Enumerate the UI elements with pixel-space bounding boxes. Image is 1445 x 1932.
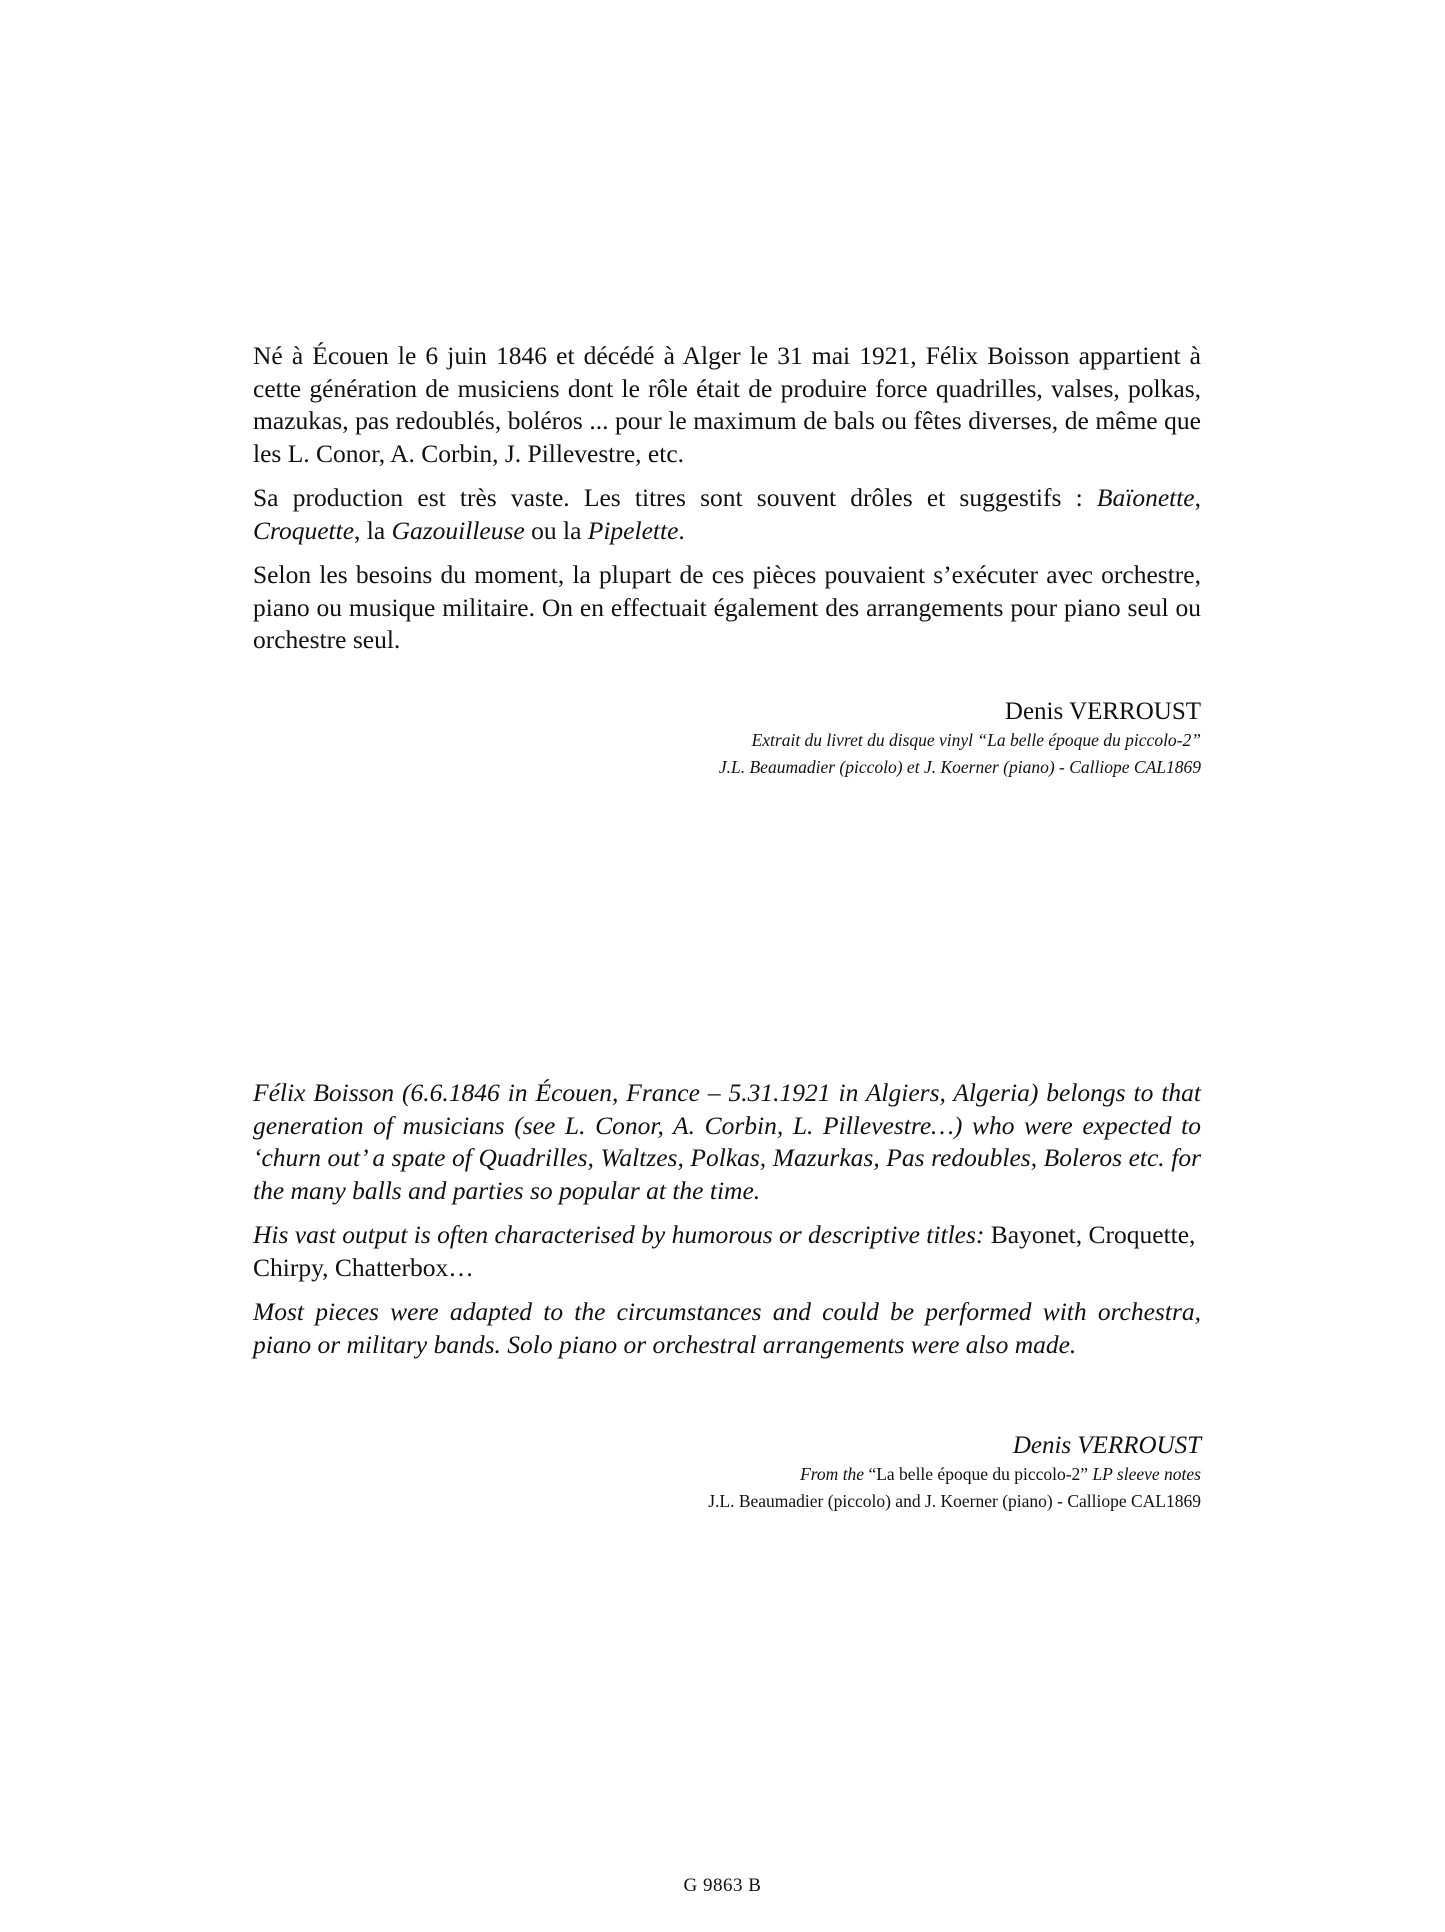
title-gazouilleuse: Gazouilleuse xyxy=(391,515,525,545)
english-titles: Bayonet, Croquette, Chirpy, Chatterbox… xyxy=(253,1220,1196,1282)
french-paragraph-2-intro: Sa production est très vaste. Les titres sont souvent drôles et suggestifs : xyxy=(253,483,1097,512)
source-title: “La belle époque du piccolo-2” xyxy=(868,1464,1089,1484)
page-code: G 9863 B xyxy=(683,1875,762,1896)
french-signature xyxy=(253,697,1201,781)
english-signature xyxy=(253,1431,1201,1515)
sep-1: , xyxy=(1194,483,1201,512)
english-paragraph-2 xyxy=(253,1219,1201,1284)
french-paragraph-2 xyxy=(253,482,1201,547)
french-paragraph-2-end: . xyxy=(678,515,685,545)
english-paragraph-1: Félix Boisson (6.6.1846 in Écouen, France – 5.31.1921 in Algiers, Algeria) belongs to that generation of musicians (see L. Conor, A. Corbin, L. Pillevestre…) who were expected to ‘churn out’ a spate of Quadrilles, Waltzes, Polkas, Mazurkas, Pas redoubles, Boleros etc. for the many balls and parties so popular at the time. xyxy=(253,1078,1201,1205)
french-signature-source: Extrait du livret du disque vinyl “La belle époque du piccolo-2” xyxy=(751,730,1201,750)
english-paragraph-3: Most pieces were adapted to the circumstances and could be performed with orchestra, piano or military bands. Solo piano or orchestral arrangements were also made. xyxy=(253,1297,1201,1359)
title-pipelette: Pipelette xyxy=(587,515,679,545)
english-notes xyxy=(253,1077,1201,1373)
title-baionette: Baïonette xyxy=(1096,483,1195,512)
english-paragraph-2-intro: His vast output is often characterised by humorous or descriptive titles: xyxy=(253,1220,991,1249)
french-notes xyxy=(253,340,1201,669)
sep-2: , la xyxy=(354,515,392,545)
sep-3: ou la xyxy=(524,515,588,545)
french-paragraph-1: Né à Écouen le 6 juin 1846 et décédé à Alger le 31 mai 1921, Félix Boisson appartient à cette génération de musiciens dont le rôle était de produire force quadrilles, valses, polkas, mazukas, pas redoublés, boléros ... pour le maximum de bals ou fêtes diverses, de même que les L. Conor, A. Corbin, J. Pillevestre, etc. xyxy=(253,341,1201,468)
french-paragraph-3: Selon les besoins du moment, la plupart de ces pièces pouvaient s’exécuter avec orchestre, piano ou musique militaire. On en effectuait également des arrangements pour piano seul ou orchestre seul. xyxy=(253,560,1201,654)
source-suffix: LP sleeve notes xyxy=(1088,1464,1201,1484)
french-signature-performers: J.L. Beaumadier (piccolo) et J. Koerner (piano) - Calliope CAL1869 xyxy=(718,757,1201,777)
english-signature-source xyxy=(253,1461,1201,1488)
english-signature-name: Denis VERROUST xyxy=(1012,1432,1201,1459)
source-prefix: From the xyxy=(800,1464,869,1484)
title-croquette: Croquette xyxy=(253,515,355,545)
english-signature-performers: J.L. Beaumadier (piccolo) and J. Koerner (piano) - Calliope CAL1869 xyxy=(708,1491,1201,1511)
french-signature-name: Denis VERROUST xyxy=(1004,698,1201,725)
